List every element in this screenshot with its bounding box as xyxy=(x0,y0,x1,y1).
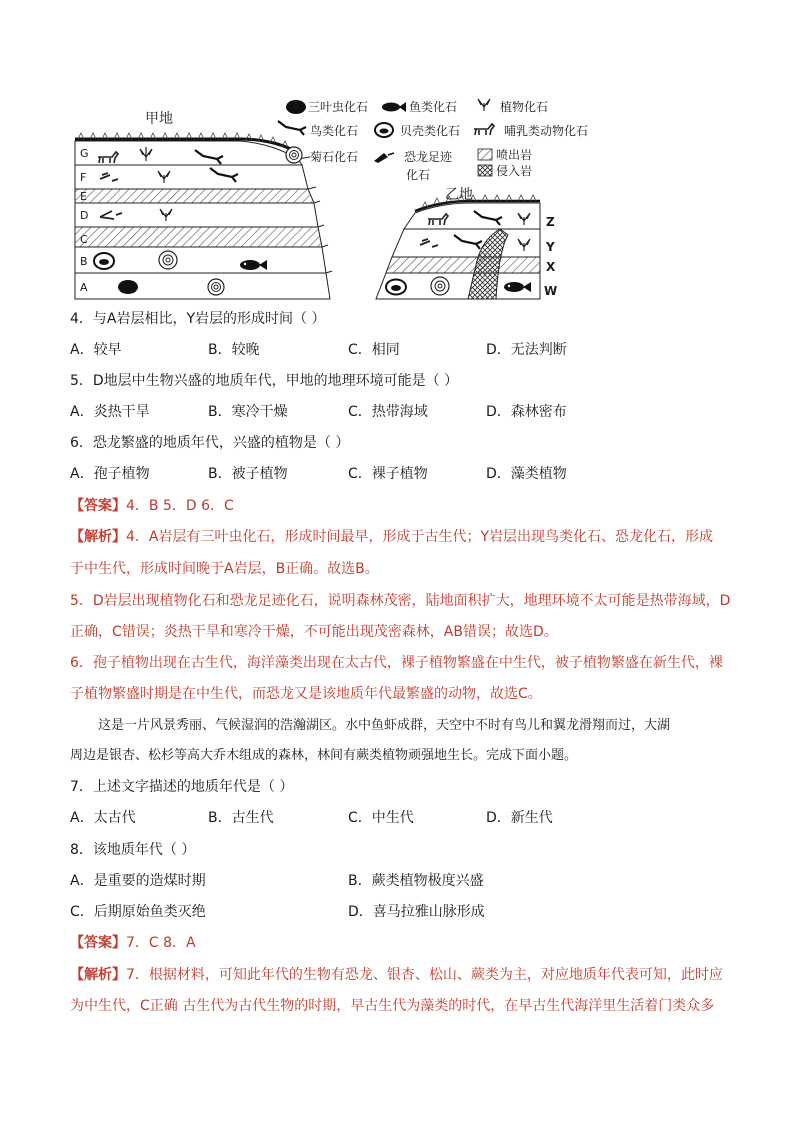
legend-trilobite: 三叶虫化石 xyxy=(308,100,369,114)
q8-option-d: D．喜马拉雅山脉形成 xyxy=(348,904,485,920)
legend-intrusive: 侵入岩 xyxy=(496,164,533,178)
plant-icon xyxy=(478,99,490,111)
answer-text: 7．C 8．A xyxy=(126,935,196,951)
explanation-text: 4．A岩层有三叶虫化石，形成时间最早，形成于古生代；Y岩层出现鸟类化石、恐龙化石，形成 xyxy=(126,529,714,545)
answer-text: 4．B 5．D 6．C xyxy=(126,498,234,514)
ammonite-icon xyxy=(286,147,302,163)
legend xyxy=(278,99,588,182)
legend-shell: 贝壳类化石 xyxy=(400,124,461,138)
layer-label-c: C xyxy=(80,233,88,246)
q8-option-b: B．蕨类植物极度兴盛 xyxy=(348,873,484,889)
layer-label-g: G xyxy=(80,147,89,160)
legend-bird: 鸟类化石 xyxy=(310,124,359,138)
layer-label-y: Y xyxy=(546,240,555,254)
question-5-stem: 5．D地层中生物兴盛的地质年代，甲地的地理环境可能是（ ） xyxy=(70,373,459,389)
layer-label-d: D xyxy=(80,209,89,222)
q5-option-a: A．炎热干旱 xyxy=(70,404,150,420)
q7-option-b: B．古生代 xyxy=(208,810,274,826)
trilobite-icon xyxy=(286,100,306,114)
ammonite-icon xyxy=(431,277,449,295)
extrusive-rock-swatch xyxy=(478,149,492,160)
question-8-stem: 8．该地质年代（ ） xyxy=(70,842,196,858)
legend-extrusive: 喷出岩 xyxy=(496,148,533,162)
q7-option-d: D．新生代 xyxy=(486,810,553,826)
answer-tag: 【答案】 xyxy=(70,498,126,514)
layer-label-x: X xyxy=(546,260,556,274)
explanation-text: 7．根据材料，可知此年代的生物有恐龙、银杏、松山、蕨类为主，对应地质年代表可知，此时应 xyxy=(126,967,723,983)
question-6-stem: 6．恐龙繁盛的地质年代，兴盛的植物是（ ） xyxy=(70,435,350,451)
strata-figure xyxy=(70,95,610,305)
q6-option-c: C．裸子植物 xyxy=(348,466,428,482)
answer-block-1 xyxy=(70,497,234,515)
q4-option-b: B．较晚 xyxy=(208,342,260,358)
legend-dinosaur: 恐龙足迹 xyxy=(404,150,453,164)
q5-option-c: C．热带海域 xyxy=(348,404,428,420)
q5-option-b: B．寒冷干燥 xyxy=(208,404,288,420)
explanation-2-line-1 xyxy=(70,966,730,984)
ammonite-icon xyxy=(159,251,177,269)
q4-option-d: D．无法判断 xyxy=(486,342,567,358)
left-site-title: 甲地 xyxy=(145,111,173,127)
legend-dinosaur-2: 化石 xyxy=(406,168,431,182)
legend-ammonite: 菊石化石 xyxy=(310,150,359,164)
explanation-tag: 【解析】 xyxy=(70,529,126,545)
layer-label-w: W xyxy=(544,284,558,298)
explanation-1-line-2: 于中生代，形成时间晚于A岩层，B正确。故选B。 xyxy=(70,561,379,577)
explanation-1-line-1 xyxy=(70,528,730,546)
q6-option-a: A．孢子植物 xyxy=(70,466,150,482)
mammal-icon xyxy=(474,124,494,135)
explanation-2-line-2: 为中生代，C正确 古生代为古代生物的时期，早古生代为藻类的时代，在早古生代海洋里生活着门类众多 xyxy=(70,998,715,1014)
q4-option-a: A．较早 xyxy=(70,342,122,358)
intrusive-rock-swatch xyxy=(478,165,492,176)
right-site-title: 乙地 xyxy=(445,187,473,203)
passage-line-2: 周边是银杏、松杉等高大乔木组成的森林，林间有蕨类植物顽强地生长。完成下面小题。 xyxy=(70,748,578,763)
fish-icon xyxy=(382,102,406,112)
q7-option-a: A．太古代 xyxy=(70,810,136,826)
question-4-stem: 4．与A岩层相比，Y岩层的形成时间（ ） xyxy=(70,311,326,327)
q6-option-b: B．被子植物 xyxy=(208,466,288,482)
explanation-1-line-4: 正确，C错误；炎热干旱和寒冷干燥，不可能出现茂密森林，AB错误；故选D。 xyxy=(70,624,558,640)
trilobite-icon xyxy=(118,280,138,294)
explanation-1-line-6: 子植物繁盛时期是在中生代，而恐龙又是该地质年代最繁盛的动物，故选C。 xyxy=(70,686,542,702)
bird-icon xyxy=(278,121,306,135)
legend-mammal: 哺乳类动物化石 xyxy=(504,124,589,138)
layer-label-f: F xyxy=(80,171,87,184)
ammonite-icon xyxy=(208,279,224,295)
passage-line-1: 这是一片风景秀丽、气候湿润的浩瀚湖区。水中鱼虾成群，天空中不时有鸟儿和翼龙滑翔而过，大湖 xyxy=(98,718,671,733)
q7-option-c: C．中生代 xyxy=(348,810,414,826)
q6-option-d: D．藻类植物 xyxy=(486,466,567,482)
question-7-stem: 7．上述文字描述的地质年代是（ ） xyxy=(70,779,294,795)
q8-option-c: C．后期原始鱼类灭绝 xyxy=(70,904,206,920)
layer-label-e: E xyxy=(80,190,87,203)
layer-label-a: A xyxy=(80,281,88,294)
answer-tag: 【答案】 xyxy=(70,935,126,951)
explanation-tag: 【解析】 xyxy=(70,967,126,983)
shell-icon xyxy=(94,253,114,269)
explanation-1-line-3: 5．D岩层出现植物化石和恐龙足迹化石，说明森林茂密，陆地面积扩大，地理环境不太可能是热带海域，D xyxy=(70,593,731,609)
q5-option-d: D．森林密布 xyxy=(486,404,567,420)
legend-plant: 植物化石 xyxy=(500,100,549,114)
dinosaur-footprint-icon xyxy=(374,153,394,163)
q8-option-a: A．是重要的造煤时期 xyxy=(70,873,206,889)
explanation-1-line-5: 6．孢子植物出现在古生代，海洋藻类出现在太古代，裸子植物繁盛在中生代，被子植物繁盛在新生代，裸 xyxy=(70,655,723,671)
answer-block-2 xyxy=(70,934,196,952)
shell-icon xyxy=(386,280,406,295)
layer-label-b: B xyxy=(80,255,88,268)
legend-fish: 鱼类化石 xyxy=(409,100,458,114)
q4-option-c: C．相同 xyxy=(348,342,400,358)
shell-icon xyxy=(375,123,393,137)
layer-label-z: Z xyxy=(546,215,555,229)
